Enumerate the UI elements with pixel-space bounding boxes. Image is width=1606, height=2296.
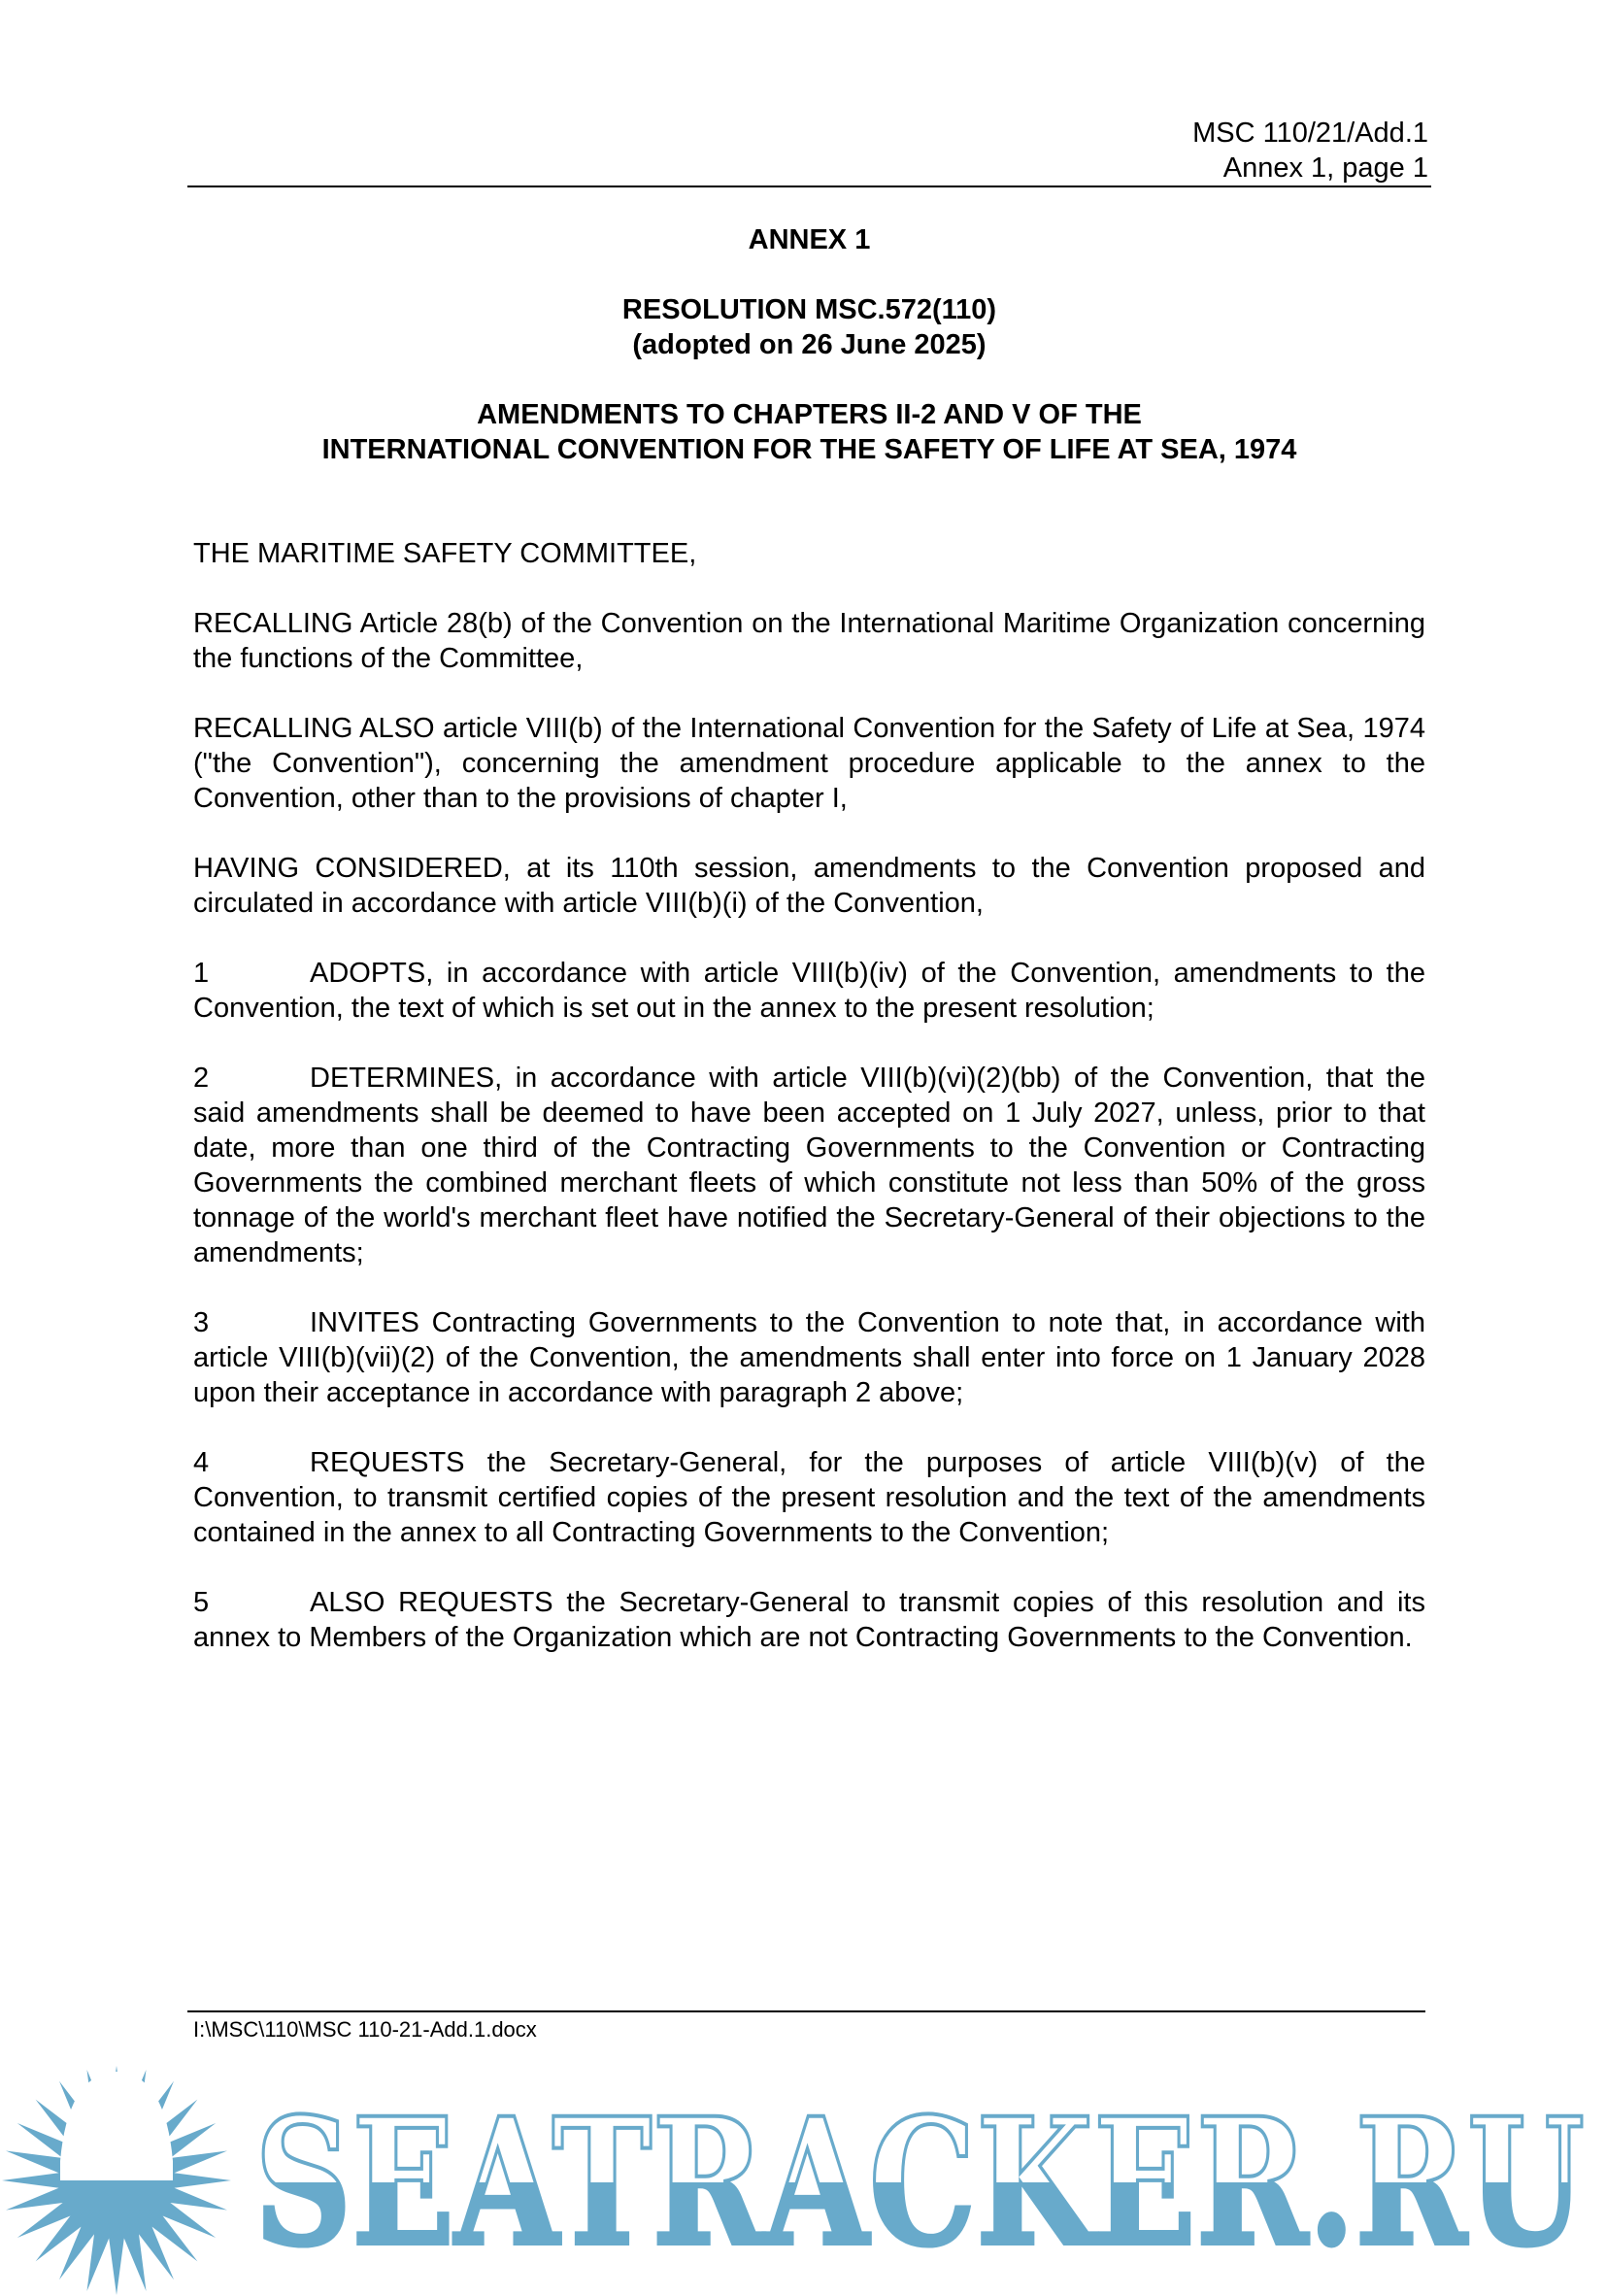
preamble-paragraph: HAVING CONSIDERED, at its 110th session, amendments to the Convention proposed and circulated in accordance with article VIII(b)(i) of the Convention, xyxy=(193,853,1425,919)
paragraph-number: 1 xyxy=(193,958,210,989)
document-reference: MSC 110/21/Add.1 xyxy=(1192,118,1428,149)
paragraph-text: DETERMINES, in accordance with article VIII(b)(vi)(2)(bb) of the Convention, that the said amendments shall be deemed to have been accepted on 1 July 2027, unless, prior to that date, more than one third of the Contracting Governments to the Convention or Contracting Governments the combined merchant fleets of which constitute not less than 50% of the gross tonnage of the world's merchant fleet have notified the Secretary-General of their objections to the amendments; xyxy=(193,1063,1425,1268)
paragraph-text: INVITES Contracting Governments to the Convention to note that, in accordance with article VIII(b)(vii)(2) of the Convention, the amendments shall enter into force on 1 January 2028 upon their acceptance in accordance with paragraph 2 above; xyxy=(193,1307,1425,1408)
sun-dome xyxy=(60,2072,173,2180)
sun-rays xyxy=(2,2066,231,2295)
operative-paragraph-4 xyxy=(193,1445,1425,1550)
operative-paragraph-2 xyxy=(193,1061,1425,1270)
paragraph-number: 2 xyxy=(193,1063,210,1094)
preamble-paragraph: RECALLING ALSO article VIII(b) of the International Convention for the Safety of Life at Sea, 1974 ("the Convention"), concerning the amendment procedure applicable to the annex to the Convention, other than to the provisions of chapter I, xyxy=(193,713,1425,814)
page-header xyxy=(187,116,1431,187)
watermark-text: SEATRACKER.RU xyxy=(254,2080,1585,2285)
title-line-2: INTERNATIONAL CONVENTION FOR THE SAFETY OF LIFE AT SEA, 1974 xyxy=(321,434,1297,465)
operative-paragraph-1 xyxy=(193,956,1425,1026)
annex-heading: ANNEX 1 xyxy=(748,224,871,255)
resolution-heading xyxy=(193,292,1425,362)
resolution-number: RESOLUTION MSC.572(110) xyxy=(621,294,997,325)
document-title xyxy=(193,397,1425,467)
paragraph-number: 4 xyxy=(193,1447,210,1478)
title-line-1: AMENDMENTS TO CHAPTERS II-2 AND V OF THE xyxy=(477,399,1142,430)
operative-paragraph-5 xyxy=(193,1585,1425,1655)
footer-divider xyxy=(187,2010,1425,2012)
sun-icon xyxy=(2,2066,231,2295)
seatracker-watermark xyxy=(0,2049,1606,2296)
paragraph-number: 3 xyxy=(193,1307,210,1338)
paragraph-text: ALSO REQUESTS the Secretary-General to transmit copies of this resolution and its annex to Members of the Organization which are not Contracting Governments to the Convention. xyxy=(193,1587,1425,1653)
preamble-paragraph: THE MARITIME SAFETY COMMITTEE, xyxy=(193,538,697,569)
paragraph-text: ADOPTS, in accordance with article VIII(b)(iv) of the Convention, amendments to the Convention, the text of which is set out in the annex to the present resolution; xyxy=(193,958,1425,1024)
paragraph-text: REQUESTS the Secretary-General, for the purposes of article VIII(b)(v) of the Convention, to transmit certified copies of the present resolution and the text of the amendments contained in the annex to all Contracting Governments to the Convention; xyxy=(193,1447,1425,1548)
footer-file-path: I:\MSC\110\MSC 110-21-Add.1.docx xyxy=(193,2017,537,2042)
paragraph-number: 5 xyxy=(193,1587,210,1618)
operative-paragraph-3 xyxy=(193,1305,1425,1410)
document-body xyxy=(193,222,1425,1690)
page-reference: Annex 1, page 1 xyxy=(1222,152,1428,184)
preamble-paragraph: RECALLING Article 28(b) of the Convention on the International Maritime Organization concerning the functions of the Committee, xyxy=(193,608,1425,674)
adoption-date: (adopted on 26 June 2025) xyxy=(632,329,987,360)
